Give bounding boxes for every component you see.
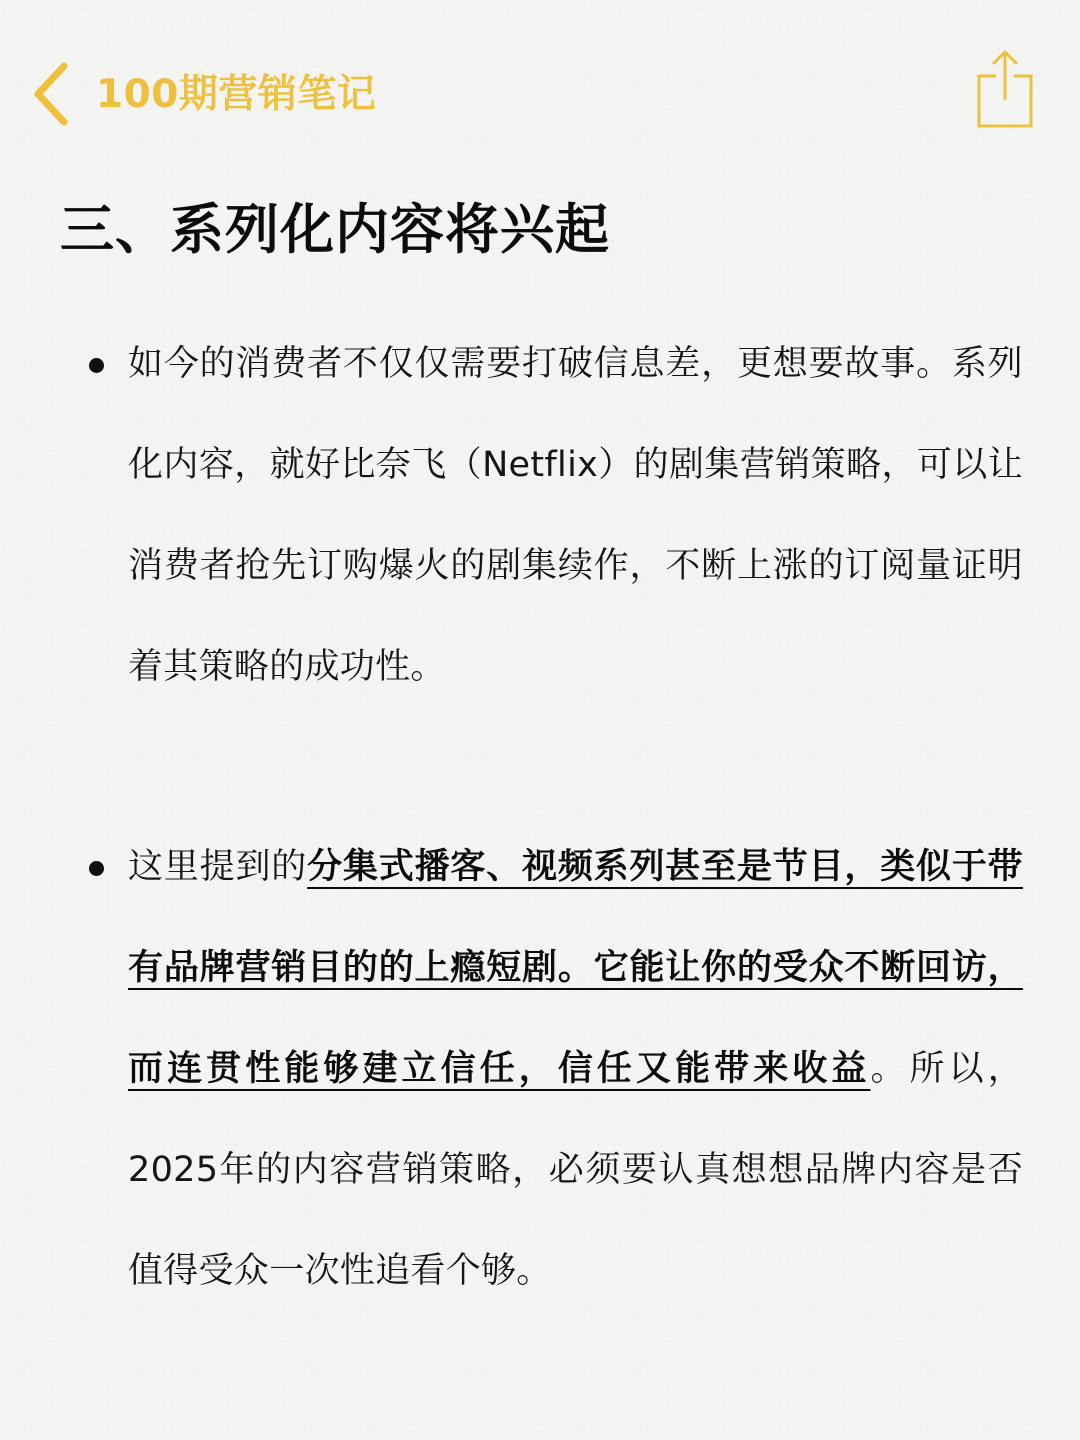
share-button[interactable] [974,48,1036,130]
section-heading: 三、系列化内容将兴起 [60,198,610,261]
bullet-dot [89,358,104,373]
paragraph-text-tail: 。所以，2025年的内容营销策略，必须要认真想想品牌内容是否值得受众一次性追看个够。 [128,1049,1024,1291]
back-button[interactable] [28,60,78,128]
bullet-paragraph [128,817,1023,1322]
paragraph-text-lead: 这里提到的 [128,847,308,887]
chevron-left-icon [28,60,78,128]
emphasized-underlined-text: 分集式播客、视频系列甚至是节目，类似于带有品牌营销目的的上瘾短剧。它能让你的受众不断回访，而连贯性能够建立信任，信任又能带来收益 [128,847,1023,1089]
notes-folder-title[interactable]: 100期营销笔记 [96,72,377,117]
navigation-bar [0,0,1080,190]
share-icon [974,48,1036,130]
paragraph-text: 如今的消费者不仅仅需要打破信息差，更想要故事。系列化内容，就好比奈飞（Netflix）的剧集营销策略，可以让消费者抢先订购爆火的剧集续作，不断上涨的订阅量证明着其策略的成功性。 [128,344,1023,687]
bullet-dot [89,861,104,876]
bullet-paragraph [128,314,1023,718]
